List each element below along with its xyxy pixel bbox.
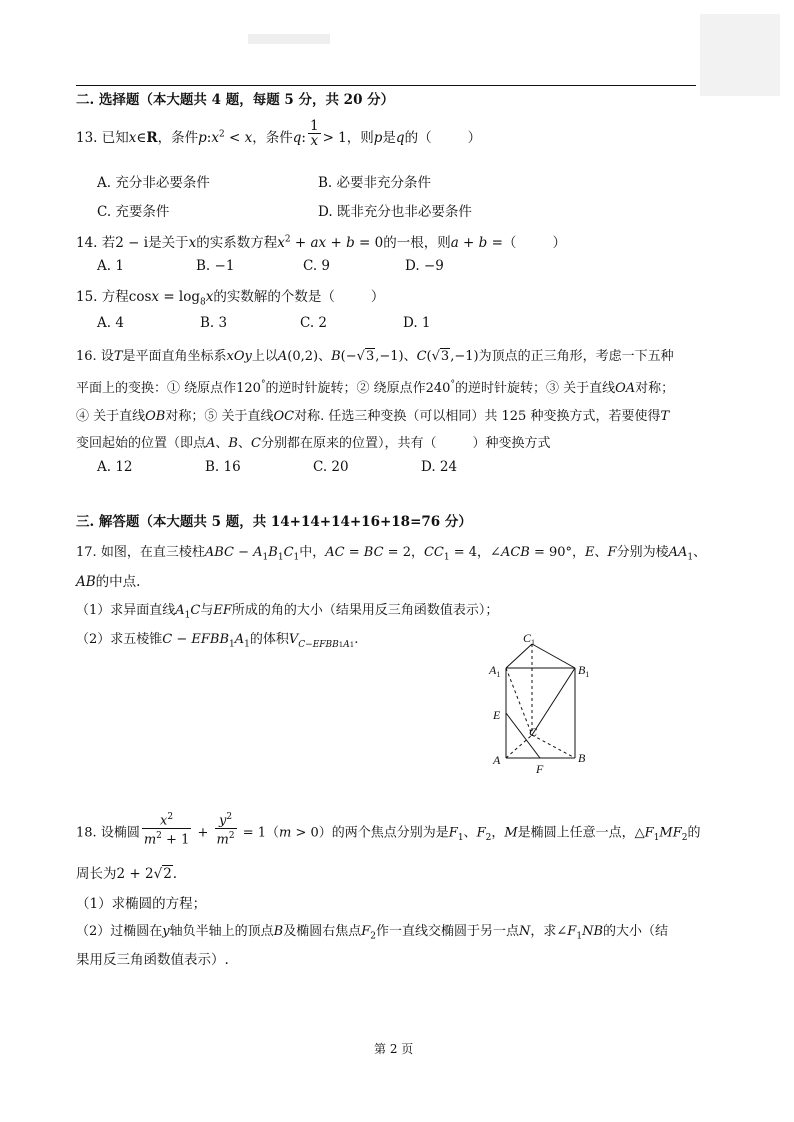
page-number: 第 2 页 bbox=[374, 1042, 414, 1056]
q13-option-b: B. 必要非充分条件 bbox=[318, 175, 432, 191]
q13-stem: 13. 已知x∈R，条件$p:x^2 < x$，条件q: $\frac{1}{x}$ > 1，则p是q的（ ） bbox=[76, 118, 482, 149]
q18-line2: 周长为2 + 2√2. bbox=[76, 866, 178, 882]
q16-line4: 变回起始的位置（即点A、B、C分别都在原来的位置），共有（ ）种变换方式 bbox=[76, 436, 551, 451]
section3-heading: 三. 解答题（本大题共 5 题，共 14+14+14+16+18=76 分） bbox=[76, 514, 472, 530]
scan-smear-top bbox=[248, 34, 330, 44]
label-b: B bbox=[578, 751, 586, 765]
scan-smear-corner bbox=[700, 14, 780, 96]
label-f: F bbox=[536, 762, 544, 775]
q13-option-c: C. 充要条件 bbox=[97, 204, 170, 220]
hidden-edge-c-b bbox=[532, 735, 575, 758]
label-b1: $B_1$ bbox=[578, 663, 590, 679]
q14-option-b: B. −1 bbox=[196, 258, 235, 274]
q15-option-b: B. 3 bbox=[200, 315, 228, 331]
q17-part1: （1）求异面直线$A_1C$与EF所成的角的大小（结果用反三角函数值表示）； bbox=[76, 603, 499, 621]
q14-option-a: A. 1 bbox=[97, 258, 124, 274]
q15-option-a: A. 4 bbox=[97, 315, 124, 331]
q14-option-c: C. 9 bbox=[303, 258, 331, 274]
q18-part2: （2）过椭圆在y轴负半轴上的顶点B及椭圆右焦点$F_2$作一直线交椭圆于另一点N，求$\angle F_1NB$的大小（结 bbox=[76, 924, 669, 942]
label-e: E bbox=[493, 708, 501, 722]
q18-line1: 18. 设椭圆 $\frac{x^2}{m^2 + 1}$ + $\frac{y^2}{m^2}$ = 1（m > 0）的两个焦点分别为是$F_1$、$F_2$，M是椭圆上任意一点，$\triangle F_1MF_2$的 bbox=[76, 812, 701, 848]
q17-part2: （2）求五棱锥$C - EFBB_1A_1$的体积$V_{C-EFBB1A1}$. bbox=[76, 632, 359, 650]
q15-option-c: C. 2 bbox=[300, 315, 328, 331]
q16-option-b: B. 16 bbox=[205, 459, 241, 475]
q14-option-d: D. −9 bbox=[405, 258, 444, 274]
q18-part2-cont: 果用反三角函数值表示）. bbox=[76, 952, 229, 968]
q18-fraction-y: $\frac{y^2}{m^2}$ bbox=[216, 812, 235, 848]
q16-line2: 平面上的变换：① 绕原点作120°的逆时针旋转；② 绕原点作240°的逆时针旋转；③ 关于直线OA对称； bbox=[76, 379, 675, 396]
q13-option-d: D. 既非充分也非必要条件 bbox=[318, 204, 472, 220]
label-a1: $A_1$ bbox=[489, 663, 501, 679]
segment-c-b1 bbox=[532, 668, 575, 735]
q16-option-c: C. 20 bbox=[313, 459, 349, 475]
q15-option-d: D. 1 bbox=[403, 315, 431, 331]
q16-option-d: D. 24 bbox=[421, 459, 458, 475]
q13-option-a: A. 充分非必要条件 bbox=[97, 175, 210, 191]
label-a: A bbox=[493, 753, 501, 767]
q16-line3: ④ 关于直线OB对称；⑤ 关于直线OC对称. 任选三种变换（可以相同）共 125 种变换方式，若要使得T bbox=[76, 409, 670, 424]
q18-part1: （1）求椭圆的方程； bbox=[76, 896, 207, 912]
header-rule bbox=[76, 85, 696, 86]
q14-stem: 14. 若2 − i是关于x的实系数方程$x^2$ + ax + b = 0的一根，则a + b =（ ） bbox=[76, 234, 566, 251]
q15-stem: 15. 方程$\cos x = \log_8x$的实数解的个数是（ ） bbox=[76, 289, 385, 308]
q17-line2: AB的中点. bbox=[76, 574, 141, 590]
prism-figure bbox=[480, 625, 610, 775]
section2-heading: 二. 选择题（本大题共 4 题，每题 5 分，共 20 分） bbox=[76, 92, 395, 108]
q16-option-a: A. 12 bbox=[97, 459, 133, 475]
q17-line1: 17. 如图，在直三棱柱ABC − $A_1B_1C_1$中，AC = BC = 2，$CC_1 = 4$，∠ACB = 90°，E、F分别为棱$AA_1$、 bbox=[76, 545, 707, 563]
q13-fraction: $\frac{1}{x}$ bbox=[309, 118, 319, 149]
edge-a1-c1 bbox=[506, 644, 532, 668]
edge-c1-b1 bbox=[532, 644, 575, 668]
q16-line1: 16. 设T是平面直角坐标系xOy上以A(0,2)、B(−√3,−1)、C(√3,−1)为顶点的正三角形，考虑一下五种 bbox=[76, 349, 674, 364]
q18-fraction-x: $\frac{x^2}{m^2 + 1}$ bbox=[143, 812, 190, 848]
label-c1: $C_1$ bbox=[523, 631, 536, 647]
label-c: C bbox=[529, 725, 538, 739]
